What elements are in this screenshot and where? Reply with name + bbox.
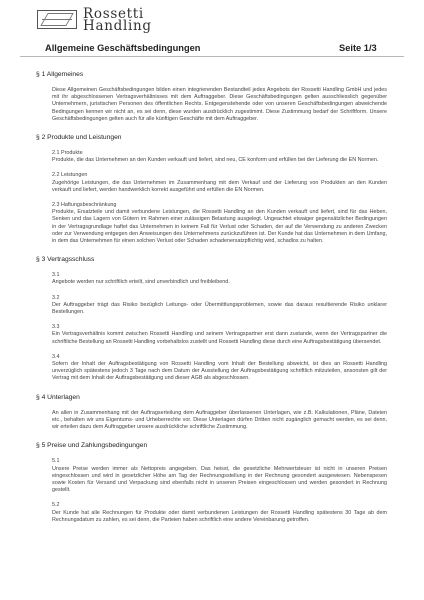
section-3-2-text: Der Auftraggeber trägt das Risiko bezüglich Leitungs- oder Übermittlungsproblemen, sowie das daraus resultierende Risiko unklarer Bestellungen. [52,301,387,316]
section-5-1-title: 5.1 [52,458,60,465]
section-2-1-text: Produkte, die das Unternehmen an den Kunden verkauft und liefert, sind neu, CE konform und erfüllen bei der Lieferung die EN Normen. [52,157,379,164]
section-2-1-title: 2.1 Produkte [52,150,83,157]
section-5-heading: § 5 Preise und Zahlungsbedingungen [36,442,148,450]
brand-line-2: Handling [83,18,152,34]
section-3-3-text: Ein Vertragsverhältnis kommt zwischen Rossetti Handling und seinem Vertragspartner erst dann zustande, wenn der Vertragspartner die schriftliche Bestellung an Rossetti Handling vorbehaltslos zustellt und Rossetti Handling diese durch eine Auftragsbestätigung übersendet. [52,331,387,345]
section-2-3-title: 2.3 Haftungsbeschränkung [52,202,117,209]
section-5-2-text: Der Kunde hat alle Rechnungen für Produkte oder damit verbundenen Leistungen der Rossetti Handling spätestens 30 Tage ab dem Rechnungsdatum zu zahlen, es sei denn, die Parteien haben schriftlich eine andere Vereinbarung getroffen. [52,509,387,523]
company-logo-wordmark [83,8,152,32]
section-5-1-text: Unsere Preise werden immer als Nettopreis angegeben. Das heisst, die gesetzliche Mehrwertsteuer ist nicht in unseren Preisen eingeschlossen und wird in gesetzlicher Höhe am Tag der Rechnungsstellung in der Rechnung gesondert ausgewiesen. Nebenspesen sowie Kosten für Versand und Verpackung sind ebenfalls nicht in unseren Preisen eingeschlossen und werden gesondert in Rechnung gestellt. [52,465,387,494]
company-logo-emblem [37,10,77,29]
section-3-heading: § 3 Vertragsschluss [36,256,95,264]
logo-line [42,19,72,20]
section-4-heading: § 4 Unterlagen [36,393,80,401]
section-2-heading: § 2 Produkte und Leistungen [36,134,122,142]
document-title: Allgemeine Geschäftsbedingungen [45,43,201,53]
section-3-4-title: 3.4 [52,353,60,360]
section-3-2-title: 3.2 [52,294,60,301]
header-divider [20,56,404,57]
section-3-4-text: Sofern der Inhalt der Auftragsbestätigung von Rossetti Handling vom Inhalt der Bestellung abweicht, ist dies an Rossetti Handling unverzüglich spätestens jedoch 3 Tage nach dem Datum der Ausstellung der Auftragsbestätigung schriftlich mitzuteilen, ansonsten gilt der Vertrag mit dem Inhalt der Auftragsbestätigung und dieser AGB als abgeschlossen. [52,361,387,382]
section-1-heading: § 1 Allgemeines [36,71,84,78]
section-5-2-title: 5.2 [52,502,60,509]
section-4-text: An allen in Zusammenhang mit der Auftragserteilung dem Auftraggeber überlassenen Unterlagen, wie z.B. Kalkulationen, Pläne, Dateien etc., behalten wir uns Eigentums- und Urheberrechte vor. Diese Unterlagen dürfen Dritten nicht zugänglich gemacht werden, es sei denn, wir erteilen dazu dem Auftraggeber unsere ausdrückliche schriftliche Zustimmung. [52,409,387,431]
section-3-1-title: 3.1 [52,272,60,279]
section-3-1-text: Angebote werden nur schriftlich erteilt, sind unverbindlich und freibleibend. [52,279,230,286]
section-3-3-title: 3.3 [52,324,60,331]
section-2-2-text: Zugehörige Leistungen, die das Unternehmen im Zusammenhang mit dem Verkauf und der Lieferung von Produkten an den Kunden verkauft und liefert, werden handwerklich korrekt ausgeführt und erfüllen die EN Normen. [52,179,387,193]
section-2-3-text: Produkte, Ersatzteile und damit verbundene Leistungen, die Rossetti Handling an den Kunden verkauft und liefert, sind für das Heben, Senken und das Lagern von Gütern im Rahmen einer zulässigen Belastung ausgelegt. Ungeachtet etwaiger gegensätzlicher Bedingungen in der Vertragsgrundlage haftet das Unternehmen in keinem Fall für Verlust oder Schaden, der auf die Verwendung zu anderen Zwecken oder zur Verwendung entgegen den Anweisungen des Unternehmens zurückzuführen ist. Der Kunde hat das Unternehmen in dem Umfang, in dem das Unternehmen für einen solchen Verlust oder Schaden schadenersatzpflichtig wird, schadlos zu halten. [52,209,387,245]
document-body [0,71,424,524]
section-1-text: Diese Allgemeinen Geschäftsbedingungen bilden einen integrierenden Bestandteil jedes Angebots der Rossetti Handling GmbH und jedes mit ihr abgeschlossenen Vertragsverhältnisses mit dem Auftraggeber. Diese Geschäftsbedingungen gelten ausschliesslich gegenüber Unternehmern, juristischen Personen des öffentlichen Rechts. Entgegenstehende oder von unseren Geschäftsbedingungen abweichende Bedingungen kennen wir nicht an, es sei denn, diese wurden ausdrücklich zugestimmt. Diese Zustimmung bedarf der Schriftform. Unsere Geschäftsbedingungen gelten auch für alle künftigen Geschäfte mit dem Auftraggeber. [52,87,387,122]
page-number: Seite 1/3 [339,43,377,53]
section-2-2-title: 2.2 Leistungen [52,172,88,179]
brand-line-1: Rossetti [83,6,144,22]
